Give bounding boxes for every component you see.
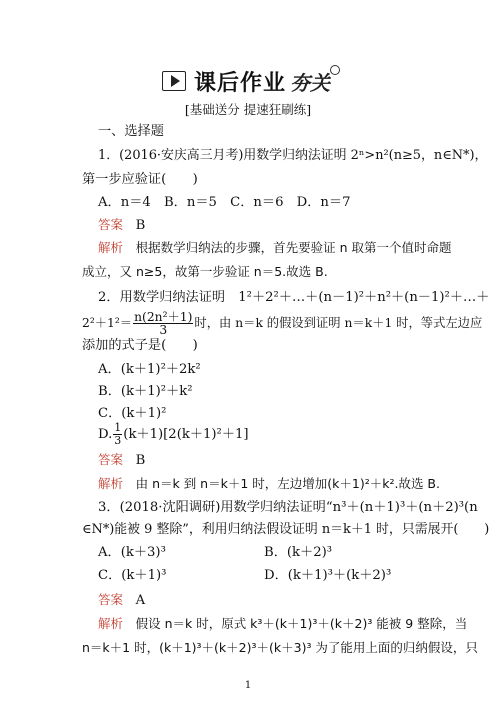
q3-line-2: ∈N*)能被 9 整除”，利用归纳法假设证明 n＝k＋1 时，只需展开( )	[82, 522, 490, 537]
q3-line-1: 3．(2018·沈阳调研)用数学归纳法证明“n³＋(n＋1)³＋(n＋2)³(n	[98, 500, 478, 515]
q2-option-d-num: 1	[114, 421, 122, 434]
answer-label: 答案	[98, 452, 124, 467]
q3-option-b: B．(k＋2)³	[264, 545, 333, 560]
q1-options: A．n＝4 B．n＝5 C．n＝6 D．n＝7	[98, 195, 351, 210]
registered-mark-icon	[330, 65, 340, 75]
q1-line-1: 1．(2016·安庆高三月考)用数学归纳法证明 2ⁿ>n²(n≥5，n∈N*)，	[98, 148, 488, 163]
q2-option-d-text: (k＋1)[2(k＋1)²＋1]	[123, 427, 249, 442]
q1-explanation-1	[98, 240, 451, 257]
explanation-label: 解析	[98, 240, 124, 255]
banner-logo-text: 夯关	[290, 70, 331, 95]
q2-lhs-tail: 2²＋1²＝	[82, 316, 133, 330]
q3-explanation-2: n＝k＋1 时，(k＋1)³＋(k＋2)³＋(k＋3)³ 为了能用上面的归纳假设，只	[82, 640, 478, 655]
answer-label: 答案	[98, 217, 124, 232]
q2-answer	[98, 452, 145, 469]
q2-option-b: B．(k＋1)²＋k²	[98, 384, 193, 399]
explanation-text: 假设 n＝k 时，原式 k³＋(k＋1)³＋(k＋2)³ 能被 9 整除，当	[135, 616, 468, 631]
q2-option-d	[98, 422, 249, 448]
q3-answer	[98, 592, 145, 609]
explanation-label: 解析	[98, 616, 124, 631]
page-number: 1	[244, 680, 252, 691]
section-banner	[162, 66, 330, 96]
answer-value: B	[135, 453, 146, 468]
explanation-text: 根据数学归纳法的步骤，首先要验证 n 取第一个值时命题	[135, 240, 452, 255]
q2-fraction	[133, 311, 193, 336]
q3-option-d: D．(k＋1)³＋(k＋2)³	[264, 568, 392, 583]
q3-option-a: A．(k＋3)³	[98, 545, 166, 560]
play-icon	[162, 71, 186, 91]
explanation-text: 由 n＝k 到 n＝k＋1 时，左边增加(k＋1)²＋k².故选 B.	[135, 476, 440, 491]
q2-option-d-label: D.	[98, 427, 113, 442]
q2-line-3: 添加的式子是( )	[82, 338, 198, 353]
q3-option-c: C．(k＋1)³	[98, 568, 167, 583]
answer-label: 答案	[98, 592, 124, 607]
banner-logo	[290, 67, 330, 96]
q2-line-2	[82, 310, 482, 336]
q1-answer	[98, 217, 145, 234]
q1-line-2: 第一步应验证( )	[82, 172, 198, 187]
q2-explanation-1	[98, 476, 440, 493]
q2-option-a: A．(k＋1)²＋2k²	[98, 362, 201, 377]
q2-fraction-den: 3	[159, 323, 168, 337]
q2-option-c: C．(k＋1)²	[98, 406, 167, 421]
answer-value: A	[135, 593, 146, 608]
explanation-label: 解析	[98, 476, 124, 491]
q2-option-d-den: 3	[114, 434, 122, 447]
q1-explanation-2: 成立，又 n≥5，故第一步验证 n＝5.故选 B.	[82, 264, 328, 279]
banner-title: 课后作业	[194, 70, 287, 96]
q2-line-1: 2．用数学归纳法证明 1²＋2²＋…＋(n－1)²＋n²＋(n－1)²＋…＋	[98, 290, 490, 305]
q3-explanation-1	[98, 616, 467, 633]
q2-option-d-fraction	[113, 422, 122, 447]
q2-fraction-num: n(2n²＋1)	[134, 310, 193, 324]
answer-value: B	[135, 218, 146, 233]
q2-line-2-rest: 时，由 n＝k 的假设到证明 n＝k＋1 时，等式左边应	[194, 316, 483, 330]
section-heading: 一、选择题	[98, 124, 164, 139]
banner-subtitle: [基础送分 提速狂刷练]	[184, 102, 312, 117]
